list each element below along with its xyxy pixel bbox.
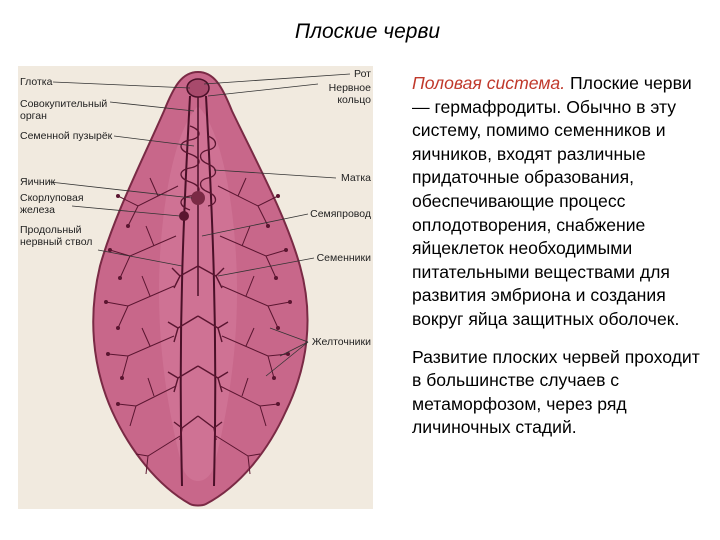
label-shell-gland: Скорлуповая железа: [20, 192, 84, 216]
description-text: [412, 72, 702, 454]
label-testes: Семенники: [316, 252, 371, 264]
label-copulatory-organ: Совокупительный орган: [20, 98, 108, 122]
paragraph-reproductive-system: [412, 72, 702, 332]
page-title: Плоские черви: [294, 20, 441, 43]
label-seminal-vesicle: Семенной пузырёк: [20, 130, 113, 142]
label-uterus: Матка: [341, 172, 371, 184]
paragraph-lead: Половая система.: [412, 73, 566, 93]
label-mouth: Рот: [354, 68, 371, 80]
label-vas-deferens: Семяпровод: [310, 208, 371, 220]
paragraph-body: Плоские черви — гермафродиты. Обычно в эту систему, помимо семенников и яичников, входят различные придаточные образования, обеспечивающие процесс оплодотворения, снабжение яйцеклеток необходимыми питательными веществами для развития эмбриона и создания вокруг яйца защитных оболочек.: [412, 73, 692, 329]
label-sucker: Глотка: [20, 76, 53, 88]
label-nerve-trunk: Продольный нервный ствол: [20, 224, 93, 248]
label-nerve-ring: Нервное кольцо: [328, 82, 371, 106]
flatworm-anatomy-diagram: [18, 66, 373, 509]
label-yolk-glands: Желточники: [311, 336, 371, 348]
paragraph-development: Развитие плоских червей проходит в большинстве случаев с метаморфозом, через ряд личиночных стадий.: [412, 346, 700, 438]
label-ovary: Яичник: [20, 176, 56, 188]
